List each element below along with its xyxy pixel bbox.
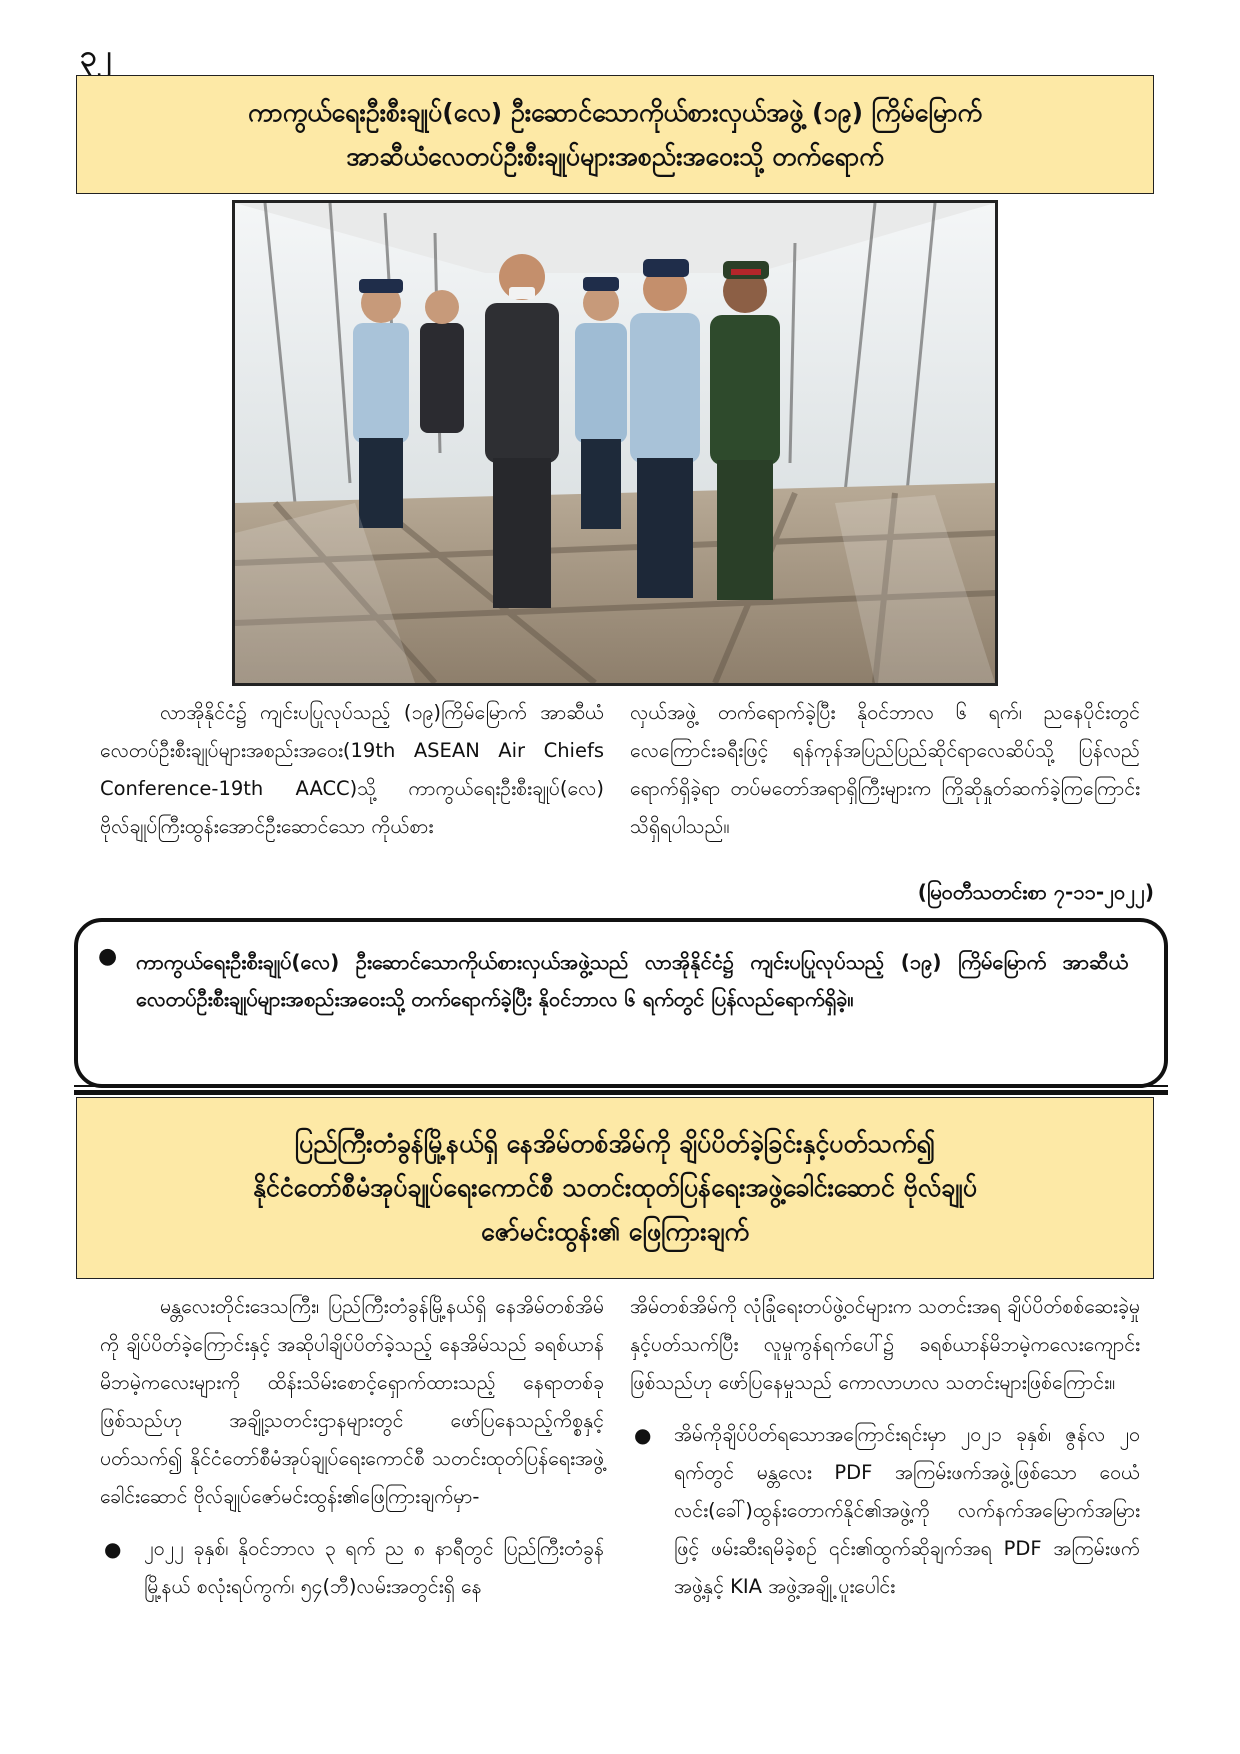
article2-headline: [76, 1097, 1154, 1279]
section-divider: [74, 1085, 1168, 1087]
bullet-icon: ●: [98, 944, 118, 969]
article2-bullet-left-text: ၂၀၂၂ ခုနှစ်၊ နိုဝင်ဘာလ ၃ ရက် ည ၈ နာရီတွင် ပြည်ကြီးတံခွန်မြို့နယ် စလုံးရပ်ကွက်၊ ၅၄(ဘီ)လမ်းအတွင်းရှိ နေ: [144, 1537, 604, 1598]
page-number: ၃၂: [80, 39, 112, 74]
article1-headline-line2: အာဆီယံလေတပ်ဦးစီးချုပ်များအစည်းအဝေးသို့ တက်ရောက်: [346, 141, 884, 171]
article2-headline-line2: နိုင်ငံတော်စီမံအုပ်ချုပ်ရေးကောင်စီ သတင်းထုတ်ပြန်ရေးအဖွဲ့ခေါင်းဆောင် ဗိုလ်ချုပ်: [252, 1173, 978, 1203]
article2-bullet-left: [100, 1530, 604, 1606]
article2-paragraph-left: မန္တလေးတိုင်းဒေသကြီး၊ ပြည်ကြီးတံခွန်မြို့နယ်ရှိ နေအိမ်တစ်အိမ်ကို ချိပ်ပိတ်ခဲ့ကြောင်းနှင့် အဆိုပါချိပ်ပိတ်ခဲ့သည့် နေအိမ်သည် ခရစ်ယာန်မိဘမဲ့ကလေးများကို ထိန်းသိမ်းစောင့်ရှောက်ထားသည့် နေရာတစ်ခုဖြစ်သည်ဟု အချို့သတင်းဌာနများတွင် ဖော်ပြနေသည့်ကိစ္စနှင့်ပတ်သက်၍ နိုင်ငံတော်စီမံအုပ်ချုပ်ရေးကောင်စီ သတင်းထုတ်ပြန်ရေးအဖွဲ့ခေါင်းဆောင် ဗိုလ်ချုပ်ဇော်မင်းထွန်း၏ဖြေကြားချက်မှာ-: [100, 1295, 604, 1508]
article2-column-right: [630, 1288, 1140, 1606]
article1-headline: [76, 75, 1154, 194]
article2-bullet-right-text: အိမ်ကိုချိပ်ပိတ်ရသောအကြောင်းရင်းမှာ ၂၀၂၁ ခုနှစ်၊ ဇွန်လ ၂၀ ရက်တွင် မန္တလေး PDF အကြမ်းဖက်အဖွဲ့ဖြစ်သော ဝေယံလင်း(ခေါ်)ထွန်းတောက်နိုင်၏အဖွဲ့ကို လက်နက်အမြောက်အမြားဖြင့် ဖမ်းဆီးရမိခဲ့စဉ် ၎င်း၏ထွက်ဆိုချက်အရ PDF အကြမ်းဖက်အဖွဲ့နှင့် KIA အဖွဲ့အချို့ ပူးပေါင်း: [674, 1423, 1140, 1598]
article1-paragraph-left: လာအိုနိုင်ငံ၌ ကျင်းပပြုလုပ်သည့် (၁၉)ကြိမ်မြောက် အာဆီယံလေတပ်ဦးစီးချုပ်များအစည်းအဝေး(19th ASEAN Air Chiefs Conference-19th AACC)သို့ ကာကွယ်ရေးဦးစီးချုပ်(လေ) ဗိုလ်ချုပ်ကြီးထွန်းအောင်ဦးဆောင်သော ကိုယ်စား: [100, 701, 604, 838]
article1-summary-box: [74, 918, 1168, 1088]
article1-summary: ကာကွယ်ရေးဦးစီးချုပ်(လေ) ဦးဆောင်သောကိုယ်စားလှယ်အဖွဲ့သည် လာအိုနိုင်ငံ၌ ကျင်းပပြုလုပ်သည့် (၁၉) ကြိမ်မြောက် အာဆီယံလေတပ်ဦးစီးချုပ်များအစည်းအဝေးသို့ တက်ရောက်ခဲ့ပြီး နိုဝင်ဘာလ ၆ ရက်တွင် ပြန်လည်ရောက်ရှိခဲ့။: [136, 950, 1128, 1011]
bullet-icon: ●: [104, 1537, 122, 1561]
article2-column-left: [100, 1288, 604, 1606]
article2-bullet-right: [630, 1416, 1140, 1606]
article2-headline-line1: ပြည်ကြီးတံခွန်မြို့နယ်ရှိ နေအိမ်တစ်အိမ်ကို ချိပ်ပိတ်ခဲ့ခြင်းနှင့်ပတ်သက်၍: [294, 1129, 936, 1159]
article2-headline-line3: ဇော်မင်းထွန်း၏ ဖြေကြားချက်: [481, 1216, 749, 1246]
article1-paragraph-right: လှယ်အဖွဲ့ တက်ရောက်ခဲ့ပြီး နိုဝင်ဘာလ ၆ ရက်၊ ညနေပိုင်းတွင် လေကြောင်းခရီးဖြင့် ရန်ကုန်အပြည်ပြည်ဆိုင်ရာလေဆိပ်သို့ ပြန်လည်ရောက်ရှိခဲ့ရာ တပ်မတော်အရာရှိကြီးများက ကြိုဆိုနှုတ်ဆက်ခဲ့ကြကြောင်း သိရှိရပါသည်။: [630, 701, 1140, 838]
delegation-photo: [232, 200, 998, 686]
bullet-icon: ●: [634, 1423, 652, 1447]
article2-paragraph-right: အိမ်တစ်အိမ်ကို လုံခြုံရေးတပ်ဖွဲ့ဝင်များက သတင်းအရ ချိပ်ပိတ်စစ်ဆေးခဲ့မှုနှင့်ပတ်သက်ပြီး လူမှုကွန်ရက်ပေါ်၌ ခရစ်ယာန်မိဘမဲ့ကလေးကျောင်းဖြစ်သည်ဟု ဖော်ပြနေမှုသည် ကောလာဟလ သတင်းများဖြစ်ကြောင်း။: [630, 1295, 1140, 1394]
article1-column-right: [630, 694, 1140, 846]
article1-headline-line1: ကာကွယ်ရေးဦးစီးချုပ်(လေ) ဦးဆောင်သောကိုယ်စားလှယ်အဖွဲ့ (၁၉) ကြိမ်မြောက်: [248, 97, 982, 127]
section-divider: [74, 1090, 1168, 1095]
article1-source: (မြဝတီသတင်းစာ ၇-၁၁-၂၀၂၂): [917, 880, 1154, 904]
airport-corridor-image: [235, 203, 995, 683]
article1-column-left: [100, 694, 604, 846]
